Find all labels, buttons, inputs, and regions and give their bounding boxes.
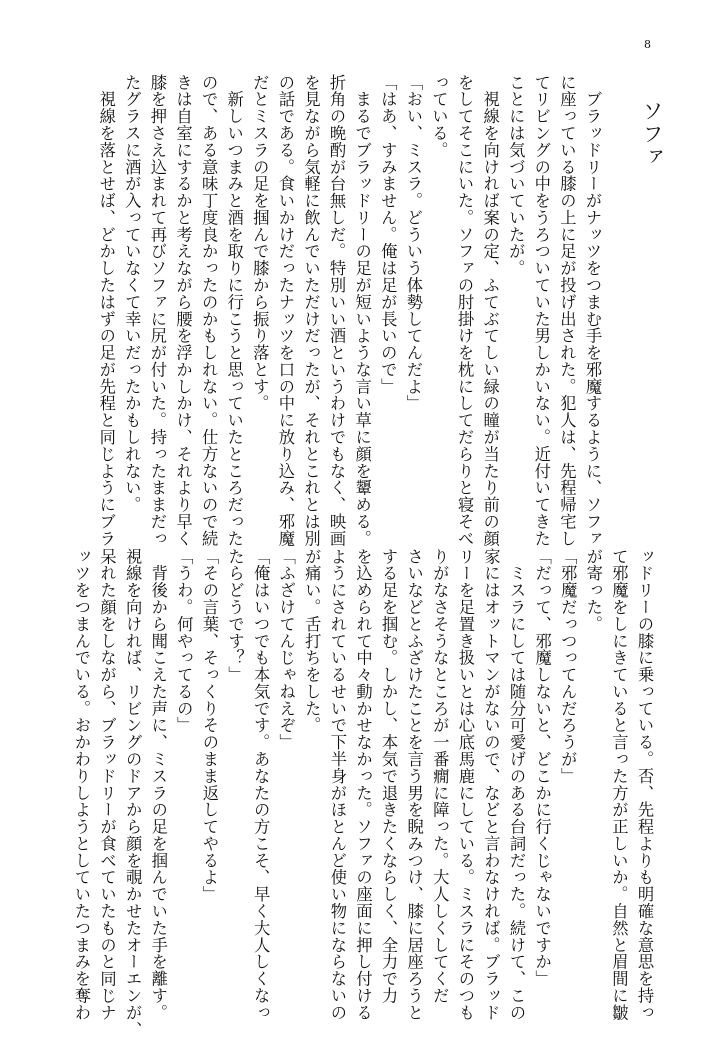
text-line: ので、ある意味丁度良かったのかもしれない。仕方ないので続 bbox=[199, 74, 219, 547]
text-line: 膝を押さえ込まれて再びソファに尻が付いた。持ったままだっ bbox=[147, 74, 167, 547]
text-line: 背後から聞こえた声に、ミスラの足を掴んでいた手を離す。 bbox=[148, 548, 168, 1021]
text-line: 「邪魔だっつってんだろうが」 bbox=[558, 548, 578, 785]
text-line: 「だって、邪魔しないと、どこかに行くじゃないですか」 bbox=[532, 548, 552, 988]
text-line: 視線を向ければ、リビングのドアから顔を覗かせたオーエンが、 bbox=[123, 548, 143, 1038]
text-line: ッドリーの膝に乗っている。否、先程よりも明確な意思を持っ bbox=[635, 548, 654, 1021]
text-line: 「ふざけてんじゃねえぞ」 bbox=[276, 548, 296, 751]
text-line: が痛い。舌打ちをした。 bbox=[302, 548, 322, 734]
text-line: 「その言葉、そっくりそのまま返してやるよ」 bbox=[199, 548, 219, 903]
page-number: 8 bbox=[644, 38, 651, 51]
text-line: 視線を落とせば、どかしたはずの足が先程と同じようにブラ bbox=[96, 74, 116, 547]
text-line: だとミスラの足を掴んで膝から振り落とす。 bbox=[250, 74, 270, 412]
text-line: 折角の晩酌が台無しだ。特別いい酒というわけでもなく、映画 bbox=[327, 74, 347, 547]
text-block-bottom bbox=[71, 548, 657, 1038]
text-line: ミスラにしては随分可愛げのある台詞だった。続けて、この bbox=[507, 548, 527, 1021]
text-line: ブラッドリーがナッツをつまむ手を邪魔するように、ソファ bbox=[583, 74, 602, 547]
text-line: っている。 bbox=[429, 74, 449, 159]
text-line: たらどうです？」 bbox=[225, 548, 245, 684]
text-line: を込められて中々動かせなかった。ソファの座面に押し付ける bbox=[353, 548, 373, 1021]
text-line: を見ながら気軽に飲んでいただけだったが、それとこれとは別 bbox=[301, 74, 321, 547]
chapter-title: ソファ bbox=[640, 100, 664, 169]
text-line: の話である。食いかけだったナッツを口の中に放り込み、邪魔 bbox=[275, 74, 295, 547]
text-line: りがなさそうなところが一番癇に障った。大人しくしてくだ bbox=[430, 548, 450, 1005]
text-line: する足を掴む。しかし、本気で退きたくならしく、全力で力 bbox=[379, 548, 399, 1005]
text-line: ことには気づいていたが。 bbox=[506, 74, 526, 277]
text-line: 「おい、ミスラ。どういう体勢してんだよ」 bbox=[403, 74, 423, 412]
text-line: 家にはオットマンがないので、などと言わなければ。ブラッド bbox=[481, 548, 501, 1021]
text-line: たグラスに酒が入っていなくて幸いだったかもしれない。 bbox=[122, 74, 142, 514]
text-line: リーを足置き扱いとは心底馬鹿にしている。ミスラにそのつも bbox=[455, 548, 475, 1021]
text-line: ようにされているせいで下半身がほとんど使い物にならないの bbox=[327, 548, 347, 1021]
text-line: さいなどとふざけたことを言う男を睨みつけ、膝に居座ろうと bbox=[404, 548, 424, 1021]
text-line: 「はあ、すみません。俺は足が長いので」 bbox=[378, 74, 398, 395]
text-line: が寄った。 bbox=[583, 548, 603, 633]
text-line: 新しいつまみと酒を取りに行こうと思っていたところだった bbox=[224, 74, 244, 547]
text-line: に座っている膝の上に足が投げ出された。犯人は、先程帰宅し bbox=[557, 74, 577, 547]
text-line: 視線を向ければ案の定、ふてぶてしい緑の瞳が当たり前の顔 bbox=[480, 74, 500, 547]
text-line: 「うわ。何やってるの」 bbox=[174, 548, 194, 734]
text-line: て邪魔をしにきていると言った方が正しいか。自然と眉間に皺 bbox=[609, 548, 629, 1021]
text-line: ッツをつまんでいる。おかわりしようとしていたつまみを奪わ bbox=[71, 548, 91, 1021]
text-line: きは自室にするかと考えながら腰を浮かしかけ、それより早く bbox=[173, 74, 193, 547]
text-line: をしてそこにいた。ソファの肘掛けを枕にしてだらりと寝そべ bbox=[455, 74, 475, 547]
text-line: 呆れた顔をしながら、ブラッドリーが食べていたものと同じナ bbox=[97, 548, 117, 1021]
text-block-top bbox=[96, 74, 605, 547]
text-line: まるでブラッドリーの足が短いような言い草に顔を顰める。 bbox=[352, 74, 372, 547]
text-line: てリビングの中をうろついていた男しかいない。近付いてきた bbox=[531, 74, 551, 547]
text-line: 「俺はいつでも本気です。あなたの方こそ、早く大人しくなっ bbox=[251, 548, 271, 1021]
